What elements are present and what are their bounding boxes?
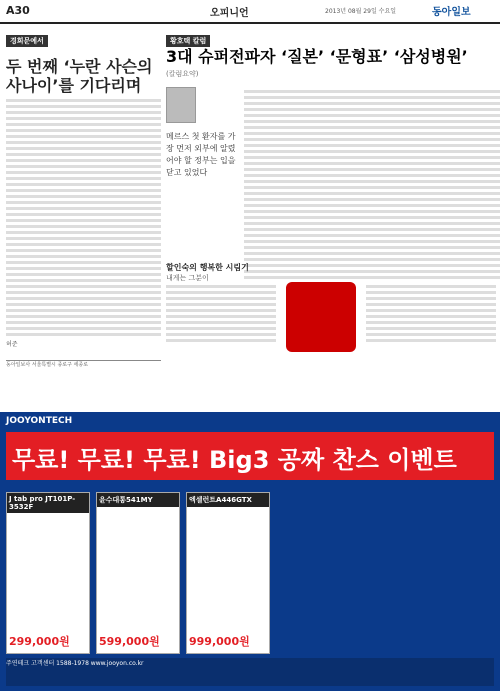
comic-text bbox=[166, 282, 276, 345]
product-name: 윤수대통541MY bbox=[97, 493, 179, 507]
comic-text-right bbox=[366, 282, 496, 345]
page-header bbox=[0, 0, 500, 24]
author-portrait bbox=[166, 87, 196, 123]
product-name: 엑셀런트A446GTX bbox=[187, 493, 269, 507]
right-article-body bbox=[244, 87, 500, 282]
section-name: 오피니언 bbox=[210, 8, 249, 19]
left-headline: 두 번째 ‘누란 사슨의 사나이’를 기다리며 bbox=[6, 57, 153, 96]
publisher-info: 동아일보사 서울특별시 종로구 세종로 bbox=[6, 360, 161, 409]
ad-product[interactable] bbox=[186, 492, 270, 654]
paper-logo: 동아일보 bbox=[432, 7, 471, 18]
ad-product[interactable] bbox=[96, 492, 180, 654]
right-article bbox=[166, 28, 500, 288]
ad-product[interactable] bbox=[6, 492, 90, 654]
pull-quote: 메르스 첫 환자를 가장 먼저 외부에 알렸어야 할 정부는 입을 닫고 있었다 bbox=[166, 132, 236, 177]
comic-title: 할인숙의 행복한 시림기 bbox=[166, 263, 249, 272]
comic-subtitle: 내게는 그분이 bbox=[166, 274, 209, 282]
product-price: 299,000원 bbox=[9, 635, 70, 648]
issue-date: 2013년 08월 29일 수요일 bbox=[325, 8, 397, 15]
ad-headline: 무료! 무료! 무료! Big3 공짜 찬스 이벤트 bbox=[12, 446, 457, 474]
comic-illustration bbox=[286, 282, 356, 352]
comic-section bbox=[166, 262, 500, 412]
ad-headline-box bbox=[6, 432, 494, 480]
left-article-body bbox=[6, 99, 161, 336]
column-tag: 황호택 칼럼 bbox=[166, 35, 210, 47]
left-byline: 허준 bbox=[6, 341, 18, 349]
right-subtitle: (칼럼요약) bbox=[166, 70, 199, 78]
page-number: A30 bbox=[6, 4, 30, 17]
ad-bottom-bar: 주연테크 고객센터 1588-1978 www.jooyon.co.kr bbox=[6, 658, 494, 686]
ad-products bbox=[6, 492, 494, 652]
product-name: J tab pro JT101P-3532F bbox=[7, 493, 89, 513]
column-tag: 경희문예서 bbox=[6, 35, 48, 47]
advertisement bbox=[0, 412, 500, 691]
ad-brand: JOOYONTECH bbox=[6, 416, 73, 426]
product-price: 599,000원 bbox=[99, 635, 160, 648]
product-price: 999,000원 bbox=[189, 635, 250, 648]
right-headline: 3대 슈퍼전파자 ‘질본’ ‘문형표’ ‘삼성병원’ bbox=[166, 47, 468, 66]
left-article bbox=[6, 28, 161, 358]
